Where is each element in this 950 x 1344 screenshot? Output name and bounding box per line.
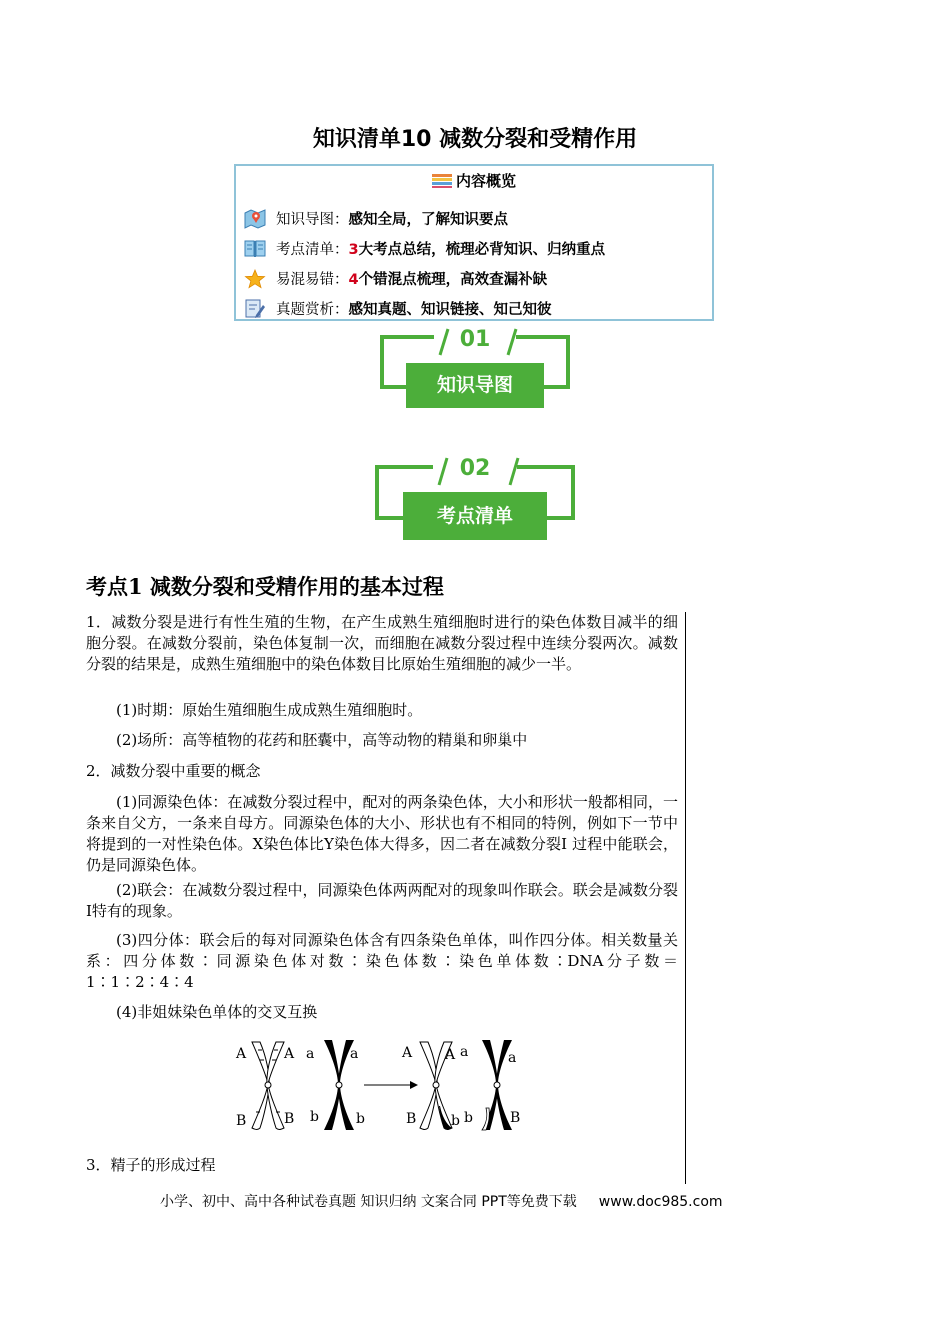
paragraph-1: 1．减数分裂是进行有性生殖的生物，在产生成熟生殖细胞时进行的染色体数目减半的细胞分裂。在减数分裂前，染色体复制一次，而细胞在减数分裂过程中连续分裂两次。减数分裂的结果是，成熟生殖细胞中的染色体数目比原始生殖细胞的减少一半。 bbox=[86, 613, 678, 673]
paragraph-2a: (1)同源染色体：在减数分裂过程中，配对的两条染色体，大小和形状一般都相同，一条来自父方，一条来自母方。同源染色体的大小、形状也有不相同的特例，例如下一节中将提到的一对性染色体。X染色体比Y染色体大得多，因二者在减数分裂Ⅰ 过程中能联会，仍是同源染色体。 bbox=[86, 793, 678, 874]
gene-label: a bbox=[508, 1050, 517, 1066]
gene-label: A bbox=[284, 1046, 295, 1062]
gene-label: A bbox=[445, 1047, 456, 1063]
footer-url[interactable]: www.doc985.com bbox=[598, 1194, 723, 1210]
map-icon bbox=[244, 209, 266, 229]
gene-label: A bbox=[402, 1045, 413, 1061]
books-icon bbox=[432, 174, 452, 188]
section-label: 考点清单 bbox=[403, 492, 547, 540]
section-badge-01 bbox=[378, 325, 572, 411]
gene-label: B bbox=[510, 1110, 521, 1126]
section-number: 01 bbox=[459, 327, 491, 352]
kaodian-heading: 考点1 减数分裂和受精作用的基本过程 bbox=[86, 574, 444, 599]
overview-row-map: 知识导图：感知全局，了解知识要点 bbox=[244, 208, 508, 230]
gene-label: a bbox=[460, 1044, 469, 1060]
overview-row-star: 易混易错：4个错混点梳理，高效查漏补缺 bbox=[244, 268, 547, 290]
footer-text: 小学、初中、高中各种试卷真题 知识归纳 文案合同 PPT等免费下载 bbox=[160, 1194, 577, 1210]
page-footer bbox=[160, 1191, 723, 1211]
paragraph-1a: (1)时期：原始生殖细胞生成成熟生殖细胞时。 bbox=[116, 701, 423, 719]
paragraph-3: 3．精子的形成过程 bbox=[86, 1156, 216, 1174]
edit-icon bbox=[244, 299, 266, 319]
section-badge-02 bbox=[373, 454, 577, 542]
gene-label: a bbox=[350, 1046, 359, 1062]
paragraph-1b: (2)场所：高等植物的花药和胚囊中，高等动物的精巢和卵巢中 bbox=[116, 731, 528, 749]
gene-label: b bbox=[310, 1109, 319, 1125]
paragraph-2d: (4)非姐妹染色单体的交叉互换 bbox=[116, 1003, 318, 1021]
column-divider bbox=[685, 612, 686, 1184]
gene-label: b bbox=[464, 1110, 473, 1126]
gene-label: A bbox=[236, 1046, 247, 1062]
section-label: 知识导图 bbox=[406, 363, 544, 408]
gene-label: B bbox=[236, 1113, 247, 1129]
overview-row-book: 考点清单：3大考点总结，梳理必背知识、归纳重点 bbox=[244, 238, 605, 260]
crossing-over-figure bbox=[232, 1036, 527, 1136]
gene-label: B bbox=[284, 1111, 295, 1127]
paragraph-2c: (3)四分体：联会后的每对同源染色体含有四条染色单体，叫作四分体。相关数量关系：四分体数∶同源染色体对数∶染色体数∶染色单体数∶DNA分子数＝1∶1∶2∶4∶4 bbox=[86, 931, 678, 991]
chromosome-white-before bbox=[252, 1042, 284, 1130]
overview-row-edit: 真题赏析：感知真题、知识链接、知己知彼 bbox=[244, 298, 552, 320]
gene-label: b bbox=[451, 1113, 460, 1129]
content-overview-box bbox=[234, 164, 714, 321]
gene-label: B bbox=[406, 1111, 417, 1127]
paragraph-2b: (2)联会：在减数分裂过程中，同源染色体两两配对的现象叫作联会。联会是减数分裂Ⅰ特有的现象。 bbox=[86, 881, 678, 920]
star-icon bbox=[244, 269, 266, 289]
arrow-icon bbox=[364, 1081, 418, 1089]
section-number: 02 bbox=[459, 456, 491, 481]
overview-heading: 内容概览 bbox=[236, 170, 712, 191]
page-title: 知识清单10 减数分裂和受精作用 bbox=[312, 127, 638, 152]
paragraph-2: 2．减数分裂中重要的概念 bbox=[86, 762, 261, 780]
gene-label: b bbox=[356, 1111, 365, 1127]
gene-label: a bbox=[306, 1046, 315, 1062]
book-icon bbox=[244, 239, 266, 259]
